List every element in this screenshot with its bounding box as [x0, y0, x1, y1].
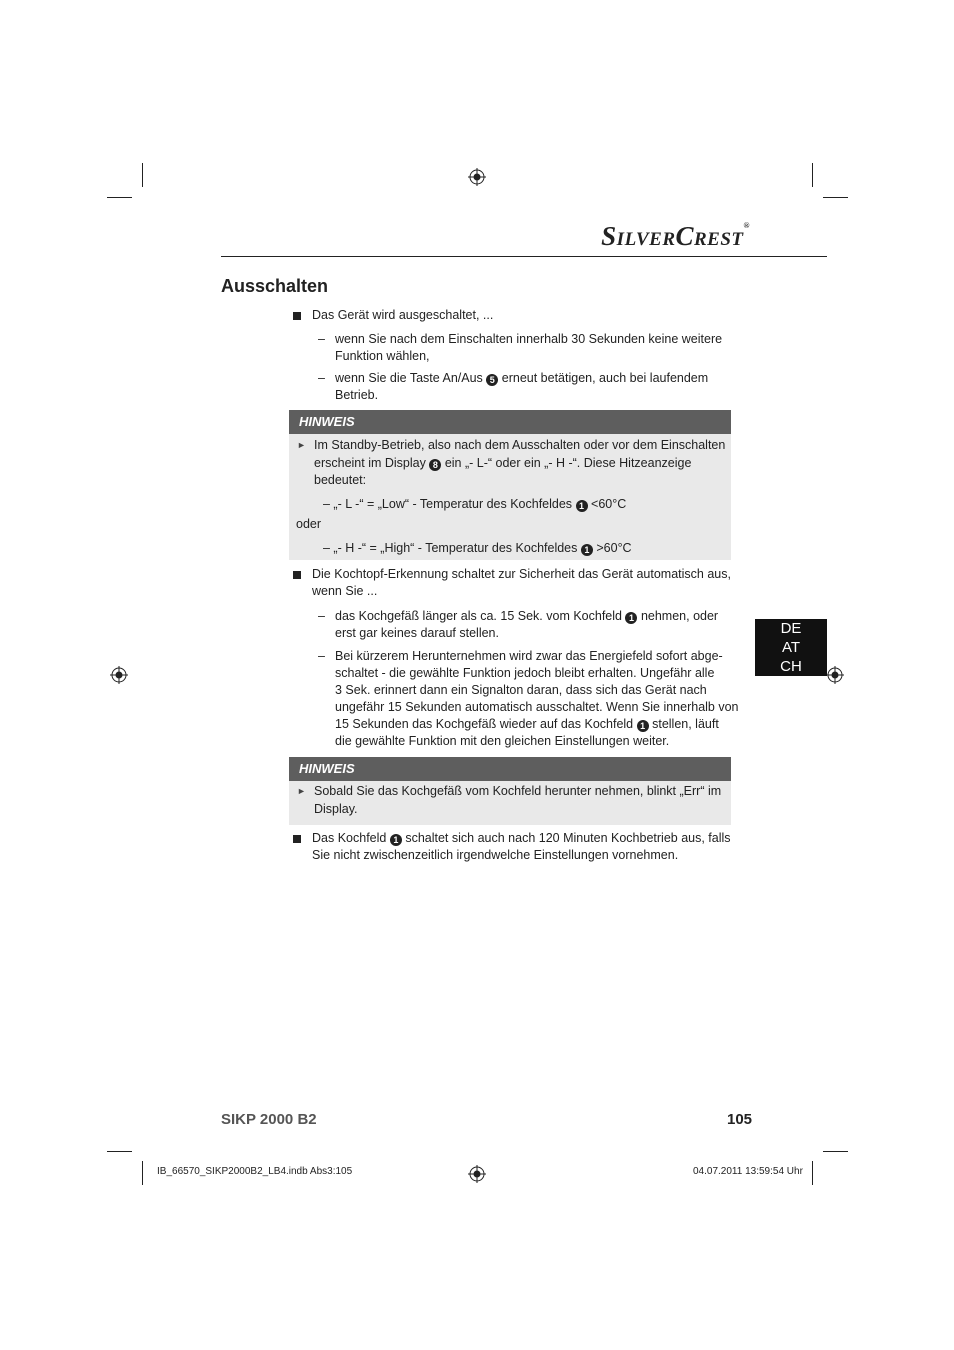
hinweis-text — [323, 540, 632, 558]
reference-number-icon: 1 — [390, 834, 402, 846]
language-code: AT — [781, 639, 801, 656]
registration-mark-icon — [468, 1165, 486, 1183]
text-fragment: – „- H -“ = „High“ - Temperatur des Kochfeldes — [323, 541, 578, 555]
text-fragment: Das Kochfeld — [312, 831, 387, 845]
text-fragment: das Kochgefäß länger als ca. 15 Sek. vom Kochfeld — [335, 609, 622, 623]
list-text — [335, 608, 718, 626]
print-slug-right: 04.07.2011 13:59:54 Uhr — [693, 1166, 803, 1177]
bullet-square-icon — [293, 835, 301, 843]
list-text: die gewählte Funktion mit den gleichen Einstellungen weiter. — [335, 734, 670, 748]
list-text: Bei kürzerem Herunternehmen wird zwar das Energiefeld sofort abge- — [335, 649, 723, 663]
reference-number-icon: 1 — [625, 612, 637, 624]
list-text: Funktion wählen, — [335, 349, 430, 363]
hinweis-text: Im Standby-Betrieb, also nach dem Ausschalten oder vor dem Einschalten — [314, 438, 726, 452]
bullet-square-icon — [293, 571, 301, 579]
brand-logo: SilverCrest® — [601, 221, 750, 251]
reference-number-icon: 1 — [576, 500, 588, 512]
list-text: erst gar keines darauf stellen. — [335, 626, 499, 640]
crop-mark — [107, 197, 132, 198]
arrow-right-icon: ► — [297, 786, 306, 796]
text-fragment: >60°C — [596, 541, 632, 555]
header-rule — [221, 256, 827, 257]
crop-mark — [142, 163, 143, 187]
dash-marker: – — [318, 332, 325, 346]
bullet-square-icon — [293, 312, 301, 320]
section-title: Ausschalten — [221, 276, 329, 296]
arrow-right-icon: ► — [297, 440, 306, 450]
text-fragment: – „- L -“ = „Low“ - Temperatur des Kochfeldes — [323, 497, 573, 511]
crop-mark — [142, 1161, 143, 1185]
list-text: ungefähr 15 Sekunden automatisch ausschaltet. Wenn Sie innerhalb von — [335, 700, 739, 714]
crop-mark — [107, 1151, 132, 1152]
hinweis-text — [323, 496, 626, 514]
bullet-text — [312, 830, 731, 848]
hinweis-label: HINWEIS — [299, 414, 355, 429]
bullet-text: wenn Sie ... — [312, 584, 378, 598]
crop-mark — [823, 197, 848, 198]
list-text: schaltet - die gewählte Funktion jedoch bleibt erhalten. Ungefähr alle — [335, 666, 715, 680]
dash-marker: – — [318, 649, 325, 663]
hinweis-text — [314, 455, 691, 473]
crop-mark — [823, 1151, 848, 1152]
footer-model: SIKP 2000 B2 — [221, 1111, 317, 1128]
language-code: DE — [780, 620, 802, 637]
bullet-text: Das Gerät wird ausgeschaltet, ... — [312, 308, 494, 322]
page-number: 105 — [727, 1111, 753, 1128]
text-fragment: nehmen, oder — [640, 609, 719, 623]
text-fragment: erscheint im Display — [314, 456, 426, 470]
dash-marker: – — [318, 609, 325, 623]
language-code: CH — [780, 658, 802, 675]
text-fragment: schaltet sich auch nach 120 Minuten Kochbetrieb aus, falls — [405, 831, 731, 845]
bullet-text: Sie nicht zwischenzeitlich irgendwelche Einstellungen vornehmen. — [312, 848, 679, 862]
reference-number-icon: 1 — [637, 720, 649, 732]
crop-mark — [812, 163, 813, 187]
reference-number-icon: 1 — [581, 544, 593, 556]
text-fragment: 15 Sekunden das Kochgefäß wieder auf das Kochfeld — [335, 717, 634, 731]
hinweis-text: bedeutet: — [314, 473, 367, 487]
print-slug-left: IB_66570_SIKP2000B2_LB4.indb Abs3:105 — [157, 1166, 353, 1177]
dash-marker: – — [318, 371, 325, 385]
text-fragment: wenn Sie die Taste An/Aus — [335, 371, 483, 385]
hinweis-header — [289, 410, 731, 434]
list-text — [335, 370, 708, 388]
hinweis-text: Sobald Sie das Kochgefäß vom Kochfeld herunter nehmen, blinkt „Err“ im — [314, 784, 722, 798]
reference-number-icon: 5 — [486, 374, 498, 386]
text-fragment: <60°C — [591, 497, 627, 511]
registration-mark-icon — [826, 666, 844, 684]
registration-mark-icon — [110, 666, 128, 684]
hinweis-label: HINWEIS — [299, 761, 355, 776]
bullet-text: Die Kochtopf-Erkennung schaltet zur Sicherheit das Gerät automatisch aus, — [312, 567, 731, 581]
list-text — [335, 716, 719, 734]
list-text: wenn Sie nach dem Einschalten innerhalb 30 Sekunden keine weitere — [335, 332, 723, 346]
list-text: 3 Sek. erinnert dann ein Signalton daran, dass sich das Gerät nach — [335, 683, 707, 697]
text-fragment: ein „- L-“ oder ein „- H -“. Diese Hitzeanzeige — [444, 456, 692, 470]
text-fragment: stellen, läuft — [652, 717, 719, 731]
reference-number-icon: 8 — [429, 459, 441, 471]
hinweis-text: oder — [296, 517, 322, 531]
list-text: Betrieb. — [335, 388, 379, 402]
registration-mark-icon — [468, 168, 486, 186]
language-tab — [755, 619, 827, 676]
hinweis-header — [289, 757, 731, 781]
text-fragment: erneut betätigen, auch bei laufendem — [501, 371, 709, 385]
crop-mark — [812, 1161, 813, 1185]
hinweis-text: Display. — [314, 802, 358, 816]
